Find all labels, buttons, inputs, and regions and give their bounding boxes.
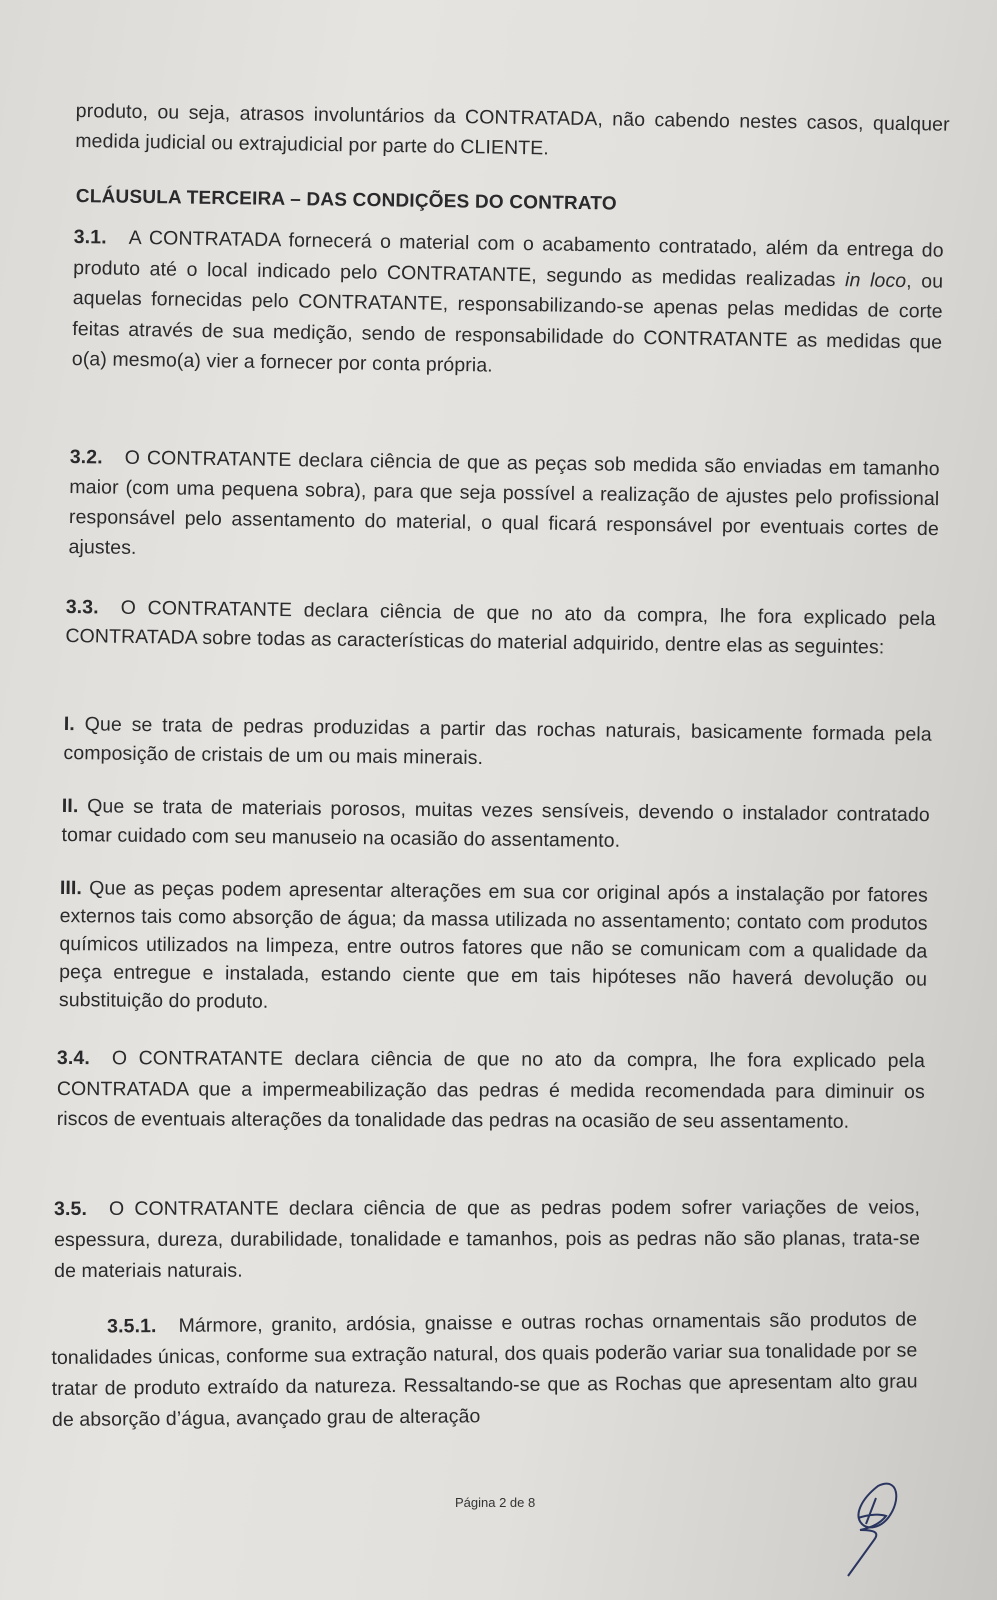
section-italic-text: in loco [844, 268, 907, 292]
item-number: I. [63, 712, 76, 736]
list-item-iii [59, 874, 928, 1022]
item-text: Que as peças podem apresentar alterações em sua cor original após a instalação por fatores externos tais como absorção de água; da massa utilizada no assentamento; contato com produtos químicos utilizados na limpeza, entre outros fatores que não se comunicam com a qualidade da peça entregue e instalada, estando ciente que em tais hipóteses não haverá devolução ou substituição do produto. [58, 877, 928, 1013]
section-text: A CONTRATADA fornecerá o material com o acabamento contratado, além da entrega do produto até o local indicado pelo CONTRATANTE, segundo as medidas realizadas [73, 226, 944, 291]
item-text: Que se trata de materiais porosos, muitas vezes sensíveis, devendo o instalador contratado tomar cuidado com seu manuseio na ocasião do assentamento. [61, 795, 930, 852]
handwritten-signature-icon [840, 1480, 910, 1585]
section-text-after: , ou aquelas fornecidas pelo CONTRATANTE, responsabilizando-se apenas pelas medidas de corte feitas através de sua medição, sendo de responsabilidade do CONTRATANTE as medidas que o(a) mesmo(a) vier a fornecer por conta própria. [71, 269, 944, 377]
section-number: 3.1. [73, 225, 107, 249]
intro-paragraph [75, 96, 950, 170]
section-3-2 [68, 442, 940, 574]
list-item-ii [61, 792, 930, 859]
clause-heading: CLÁUSULA TERCEIRA – DAS CONDIÇÕES DO CONTRATO [75, 186, 617, 215]
page-number: Página 2 de 8 [455, 1495, 536, 1510]
section-number: 3.5. [54, 1197, 87, 1220]
section-text: O CONTRATANTE declara ciência de que no ato da compra, lhe fora explicado pela CONTRATADA que a impermeabilização das pedras é medida recomendada para diminuir os riscos de eventuais alterações da tonalidade das pedras na ocasião de seu assentamento. [56, 1047, 925, 1133]
item-text: Que se trata de pedras produzidas a partir das rochas naturais, basicamente formada pela composição de cristais de um ou mais minerais. [63, 713, 932, 770]
section-3-4 [57, 1043, 925, 1138]
item-number: III. [59, 876, 83, 900]
section-number: 3.5.1. [107, 1315, 157, 1338]
intro-text: produto, ou seja, atrasos involuntários da CONTRATADA, não cabendo nestes casos, qualquer medida judicial ou extrajudicial por parte do CLIENTE. [75, 99, 950, 160]
section-text: O CONTRATANTE declara ciência de que no ato da compra, lhe fora explicado pela CONTRATADA sobre todas as características do material adquirido, dentre elas as seguintes: [65, 596, 936, 659]
section-3-5 [54, 1192, 920, 1287]
section-text: Mármore, granito, ardósia, gnaisse e outras rochas ornamentais são produtos de tonalidades únicas, conforme sua extração natural, dos quais poderão variar sua tonalidade por se tratar de produto extraído da natureza. Ressaltando-se que as Rochas que apresentam alto grau de absorção d’água, avançado grau de alteração [51, 1308, 918, 1431]
section-text: O CONTRATANTE declara ciência de que as pedras podem sofrer variações de veios, espessura, dureza, durabilidade, tonalidade e tamanhos, pois as pedras não são planas, trata-se de materiais naturais. [54, 1196, 921, 1282]
list-item-i [63, 710, 932, 779]
section-text: O CONTRATANTE declara ciência de que as peças sob medida são enviadas em tamanho maior (com uma pequena sobra), para que seja possível a realização de ajustes pelo profissional responsável pelo assentamento do material, o qual ficará responsável por eventuais cortes de ajustes. [68, 446, 940, 559]
item-number: II. [61, 794, 79, 818]
section-3-3 [65, 593, 936, 663]
section-3-1 [72, 222, 944, 388]
section-3-5-1 [51, 1304, 918, 1436]
section-number: 3.3. [65, 595, 99, 619]
section-number: 3.2. [69, 445, 103, 469]
section-number: 3.4. [56, 1047, 90, 1070]
